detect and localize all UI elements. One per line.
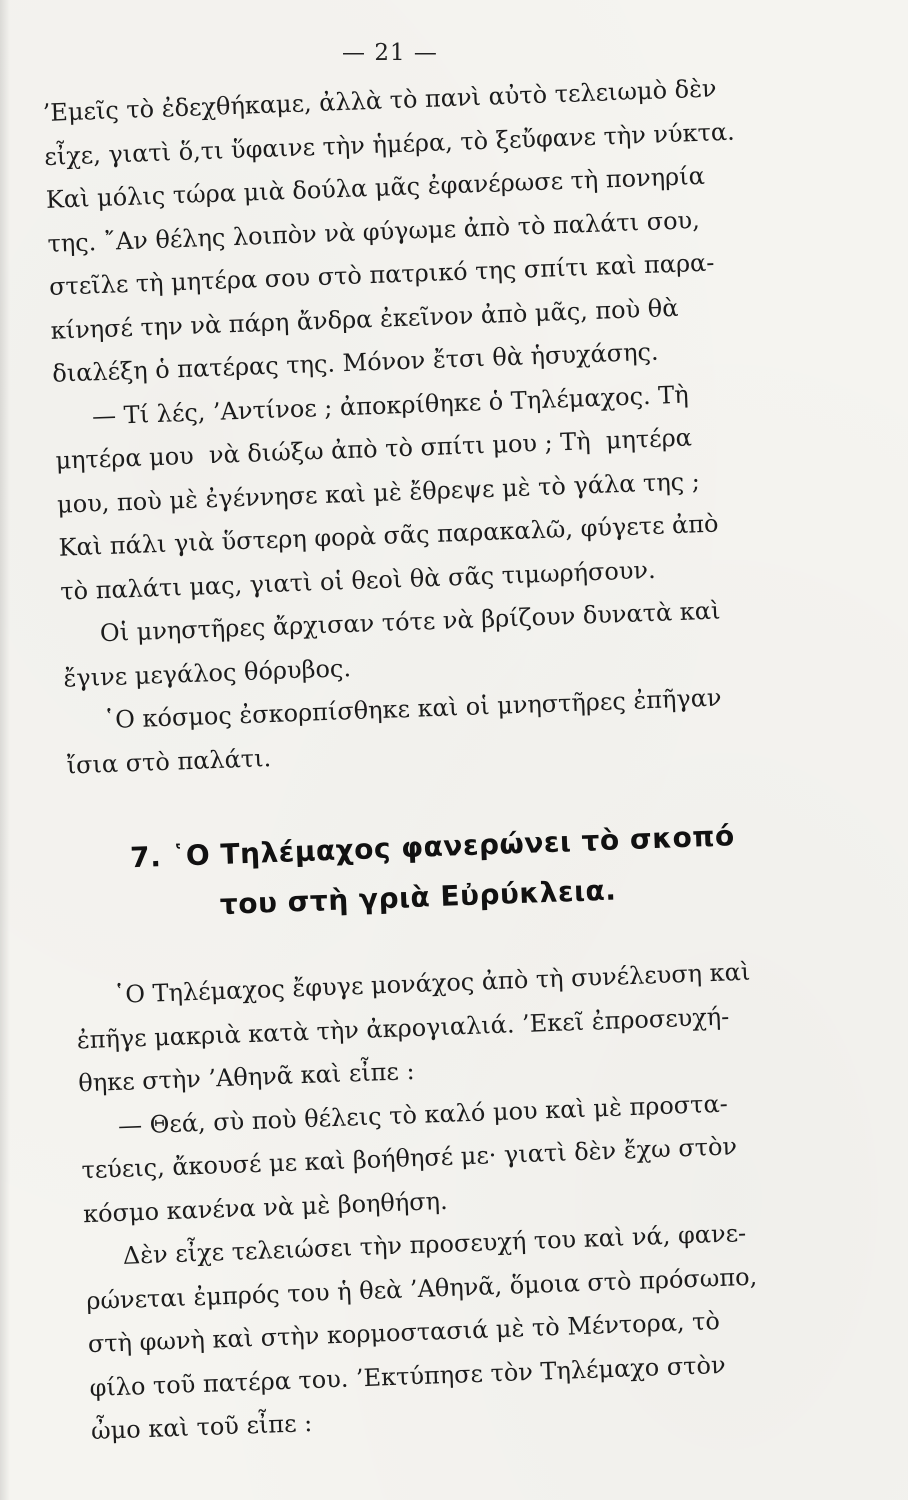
text-line: ἔγινε μεγάλος θόρυβος. xyxy=(62,653,352,693)
text-line: Καὶ πάλι γιὰ ὕστερη φορὰ σᾶς παρακαλῶ, φύγετε ἀπὸ xyxy=(58,509,719,562)
text-line: Οἱ μνηστῆρες ἄρχισαν τότε νὰ βρίζουν δυνατὰ καὶ xyxy=(61,596,721,649)
text-line: στὴ φωνὴ καὶ στὴν κορμοστασιά μὲ τὸ Μέντορα, τὸ xyxy=(87,1306,721,1359)
text-line: τεύεις, ἄκουσέ με καὶ βοήθησέ με· γιατὶ δὲν ἔχω στὸν xyxy=(81,1132,738,1185)
text-line: Καὶ μόλις τώρα μιὰ δούλα μᾶς ἐφανέρωσε τὴ πονηρία xyxy=(45,161,706,214)
text-line: μου, ποὺ μὲ ἐγέννησε καὶ μὲ ἔθρεψε μὲ τὸ γάλα της ; xyxy=(56,466,701,519)
text-line: — Τί λές, ’Αντίνοε ; ἀποκρίθηκε ὁ Τηλέμαχος. Τὴ xyxy=(53,380,690,432)
text-line: στεῖλε τὴ μητέρα σου στὸ πατρικό της σπίτι καὶ παρα- xyxy=(48,248,715,301)
text-line: — Θεά, σὺ ποὺ θέλεις τὸ καλό μου καὶ μὲ προστα- xyxy=(79,1089,729,1141)
text-line: της. ῎Αν θέλης λοιπὸν νὰ φύγωμε ἀπὸ τὸ παλάτι σου, xyxy=(47,205,701,258)
text-line: διαλέξη ὁ πατέρας της. Μόνον ἔτσι θὰ ἡσυχάσης. xyxy=(51,337,659,388)
text-line: Δὲν εἶχε τελειώσει τὴν προσευχή του καὶ νά, φανε- xyxy=(84,1218,747,1272)
text-line: φίλο τοῦ πατέρα του. ’Εκτύπησε τὸν Τηλέμαχο στὸν xyxy=(88,1350,726,1402)
text-line: ’Εμεῖς τὸ ἐδεχθήκαμε, ἀλλὰ τὸ πανὶ αὐτὸ τελειωμὸ δὲν xyxy=(42,74,717,127)
page-text xyxy=(42,64,851,1453)
text-line: εἶχε, γιατὶ ὅ,τι ὕφαινε τὴν ἡμέρα, τὸ ξεὔφανε τὴν νύκτα. xyxy=(43,117,736,171)
text-line: μητέρα μου νὰ διώξω ἀπὸ τὸ σπίτι μου ; Τὴ μητέρα xyxy=(55,423,693,475)
text-line: κίνησέ την νὰ πάρη ἄνδρα ἐκεῖνον ἀπὸ μᾶς, ποὺ θὰ xyxy=(50,293,679,345)
text-line: ἴσια στὸ παλάτι. xyxy=(66,743,272,780)
text-line: ἐπῆγε μακριὰ κατὰ τὴν ἀκρογιαλιά. ’Εκεῖ ἐπροσευχή- xyxy=(76,1001,730,1054)
page-number: — 21 — xyxy=(342,40,438,66)
text-line: ὦμο καὶ τοῦ εἶπε : xyxy=(90,1409,313,1446)
section-heading-line-2: του στὴ γριὰ Εὐρύκλεια. xyxy=(219,873,617,922)
text-line: ῾Ο Τηλέμαχος ἔφυγε μονάχος ἀπὸ τὴ συνέλευση καὶ xyxy=(74,957,751,1011)
section-heading-line-1: 7. ῾Ο Τηλέμαχος φανερώνει τὸ σκοπό xyxy=(129,819,736,875)
text-line: θηκε στὴν ’Αθηνᾶ καὶ εἶπε : xyxy=(77,1057,416,1098)
text-line: τὸ παλάτι μας, γιατὶ οἱ θεοὶ θὰ σᾶς τιμωρήσουν. xyxy=(59,555,657,606)
text-line: κόσμο κανένα νὰ μὲ βοηθήση. xyxy=(82,1186,449,1228)
text-line: ρώνεται ἐμπρός του ἡ θεὰ ’Αθηνᾶ, ὅμοια στὸ πρόσωπο, xyxy=(85,1262,758,1315)
page-edge-shadow xyxy=(0,0,10,1500)
text-line: ῾Ο κόσμος ἐσκορπίσθηκε καὶ οἱ μνηστῆρες ἐπῆγαν xyxy=(64,683,722,736)
